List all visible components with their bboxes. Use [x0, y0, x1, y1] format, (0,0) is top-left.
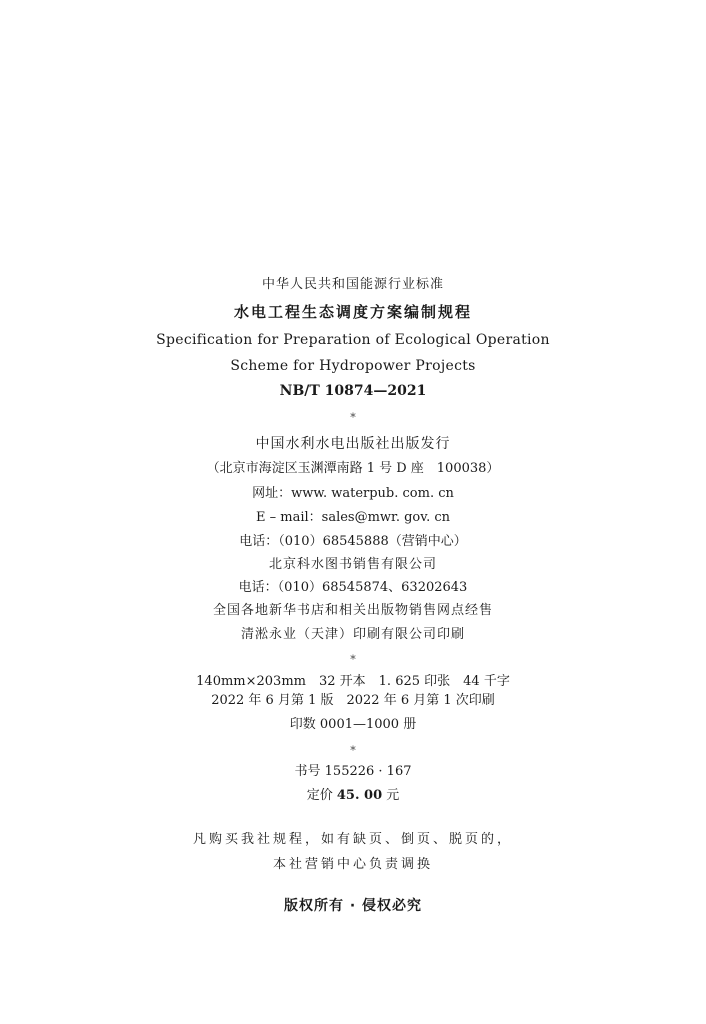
publisher-phone: 电话：（010）68545888（营销中心）	[239, 534, 467, 549]
copyright-notice: 版权所有 · 侵权必究	[283, 898, 423, 914]
book-format: 140mm×203mm 32 开本 1. 625 印张 44 千字	[196, 674, 510, 689]
standard-title-cn: 水电工程生态调度方案编制规程	[233, 303, 472, 321]
separator-star: *	[350, 653, 356, 666]
publisher-name: 中国水利水电出版社出版发行	[255, 436, 451, 452]
distributor-name: 北京科水图书销售有限公司	[268, 557, 437, 572]
price	[0, 788, 706, 804]
price-value: 45. 00	[336, 788, 383, 803]
book-number: 书号 155226 · 167	[294, 764, 412, 779]
distributor-phone: 电话：（010）68545874、63202643	[238, 580, 468, 595]
notice-line2: 本社营销中心负责调换	[272, 857, 433, 872]
printer: 清淞永业（天津）印刷有限公司印刷	[240, 627, 465, 642]
separator-star: *	[350, 411, 356, 424]
standard-title-en-line2: Scheme for Hydropower Projects	[230, 358, 476, 374]
price-label: 定价	[306, 788, 333, 803]
standard-title-en-line1: Specification for Preparation of Ecological Operation	[156, 332, 550, 348]
standard-number: NB/T 10874—2021	[279, 383, 427, 399]
publisher-address: （北京市海淀区玉渊潭南路 1 号 D 座 100038）	[206, 461, 500, 476]
publisher-website: 网址：www. waterpub. com. cn	[252, 486, 454, 501]
price-unit: 元	[386, 788, 400, 803]
notice-line1: 凡购买我社规程，如有缺页、倒页、脱页的，	[192, 832, 513, 847]
publisher-email: E – mail：sales@mwr. gov. cn	[256, 510, 450, 525]
separator-star: *	[350, 744, 356, 757]
edition-info: 2022 年 6 月第 1 版 2022 年 6 月第 1 次印刷	[211, 693, 495, 708]
print-run: 印数 0001—1000 册	[289, 717, 417, 732]
retail-network: 全国各地新华书店和相关出版物销售网点经售	[212, 603, 493, 618]
standard-category: 中华人民共和国能源行业标准	[261, 277, 444, 292]
